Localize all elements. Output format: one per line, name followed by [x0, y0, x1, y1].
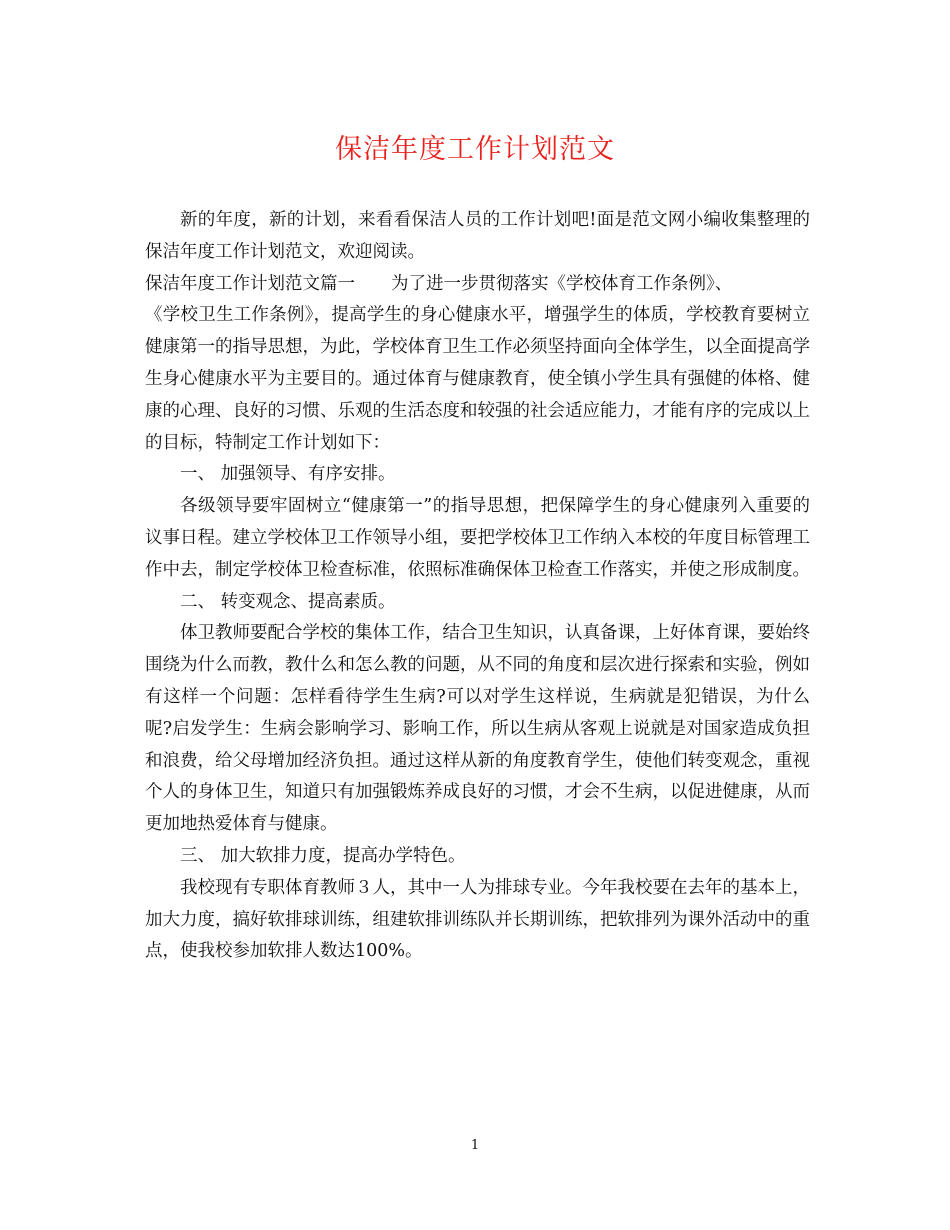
section-paragraph: 《学校卫生工作条例》，提高学生的身心健康水平，增强学生的体质，学校教育要树立健康第一的指导思想，为此，学校体育卫生工作必须坚持面向全体学生，以全面提高学生身心健康水平为主要目的。通过体育与健康教育，使全镇小学生具有强健的体格、健康的心理、良好的习惯、乐观的生活态度和较强的社会适应能力，才能有序的完成以上的目标，特制定工作计划如下： [145, 305, 810, 453]
paragraph-3: 我校现有专职体育教师３人，其中一人为排球专业。今年我校要在去年的基本上，加大力度，搞好软排球训练，组建软排训练队并长期训练，把软排列为课外活动中的重点，使我校参加软排人数达100%。 [145, 877, 810, 962]
paragraph-1: 各级领导要牢固树立“健康第一”的指导思想，把保障学生的身心健康列入重要的议事日程。建立学校体卫工作领导小组，要把学校体卫工作纳入本校的年度目标管理工作中去，制定学校体卫检查标准，依照标准确保体卫检查工作落实，并使之形成制度。 [145, 496, 810, 580]
section-heading-line [145, 269, 810, 301]
section-lead: 为了进一步贯彻落实《学校体育工作条例》、 [391, 273, 733, 294]
document-title: 保洁年度工作计划范文 [335, 134, 615, 165]
subheading-2: 二、 转变观念、提高素质。 [180, 591, 396, 612]
page-number: 1 [470, 1138, 480, 1153]
document-body [145, 205, 810, 968]
section-heading: 保洁年度工作计划范文篇一 [145, 273, 355, 294]
subheading-1: 一、 加强领导、有序安排。 [180, 464, 396, 485]
intro-paragraph: 新的年度，新的计划，来看看保洁人员的工作计划吧!面是范文网小编收集整理的保洁年度工作计划范文，欢迎阅读。 [145, 210, 810, 262]
subheading-3: 三、 加大软排力度，提高办学特色。 [180, 845, 466, 866]
paragraph-2: 体卫教师要配合学校的集体工作，结合卫生知识，认真备课，上好体育课，要始终围绕为什么而教，教什么和怎么教的问题，从不同的角度和层次进行探索和实验，例如有这样一个问题：怎样看待学生生病?可以对学生这样说，生病就是犯错误，为什么呢?启发学生：生病会影响学习、影响工作，所以生病从客观上说就是对国家造成负担和浪费，给父母增加经济负担。通过这样从新的角度教育学生，使他们转变观念，重视个人的身体卫生，知道只有加强锻炼养成良好的习惯，才会不生病，以促进健康，从而更加地热爱体育与健康。 [145, 623, 810, 835]
